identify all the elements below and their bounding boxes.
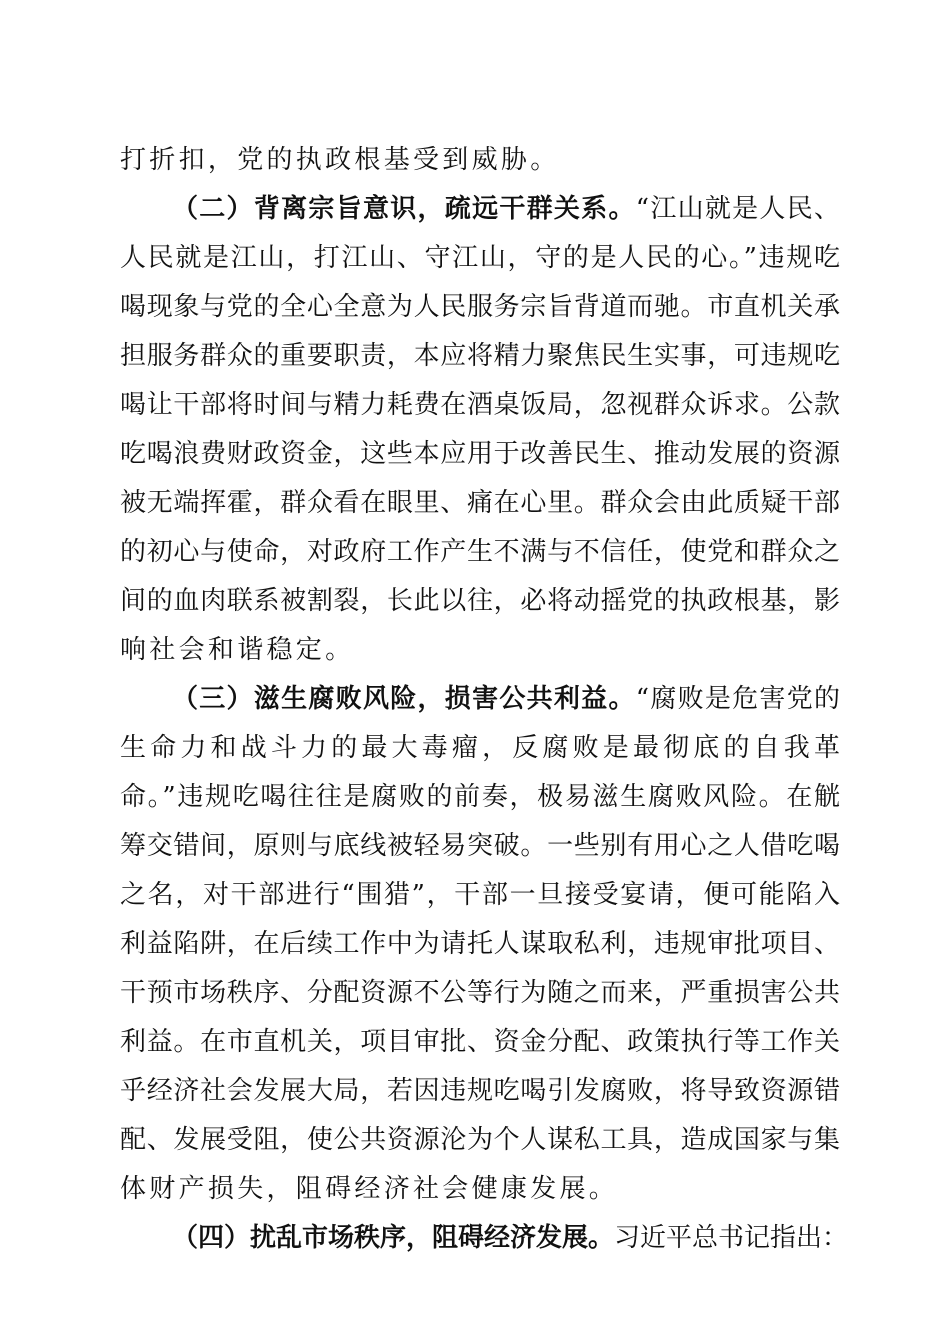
text-line: 担服务群众的重要职责，本应将精力聚焦民生实事，可违规吃 — [120, 341, 840, 371]
text-line: 人民就是江山，打江山、守江山，守的是人民的心。”违规吃 — [120, 243, 840, 273]
text-line: 之名，对干部进行“围猎”，干部一旦接受宴请，便可能陷入 — [120, 880, 840, 910]
text-line: 配、发展受阻，使公共资源沦为个人谋私工具，造成国家与集 — [120, 1125, 840, 1155]
text-line: 喝现象与党的全心全意为人民服务宗旨背道而驰。市直机关承 — [120, 292, 840, 322]
text-line: 命。”违规吃喝往往是腐败的前奏，极易滋生腐败风险。在觥 — [120, 782, 840, 812]
text-line: 间的血肉联系被割裂，长此以往，必将动摇党的执政根基，影 — [120, 586, 840, 616]
text-line: 吃喝浪费财政资金，这些本应用于改善民生、推动发展的资源 — [120, 439, 840, 469]
section-heading: （四）扰乱市场秩序，阻碍经济发展。 — [172, 1223, 615, 1253]
text-line: 喝让干部将时间与精力耗费在酒桌饭局，忽视群众诉求。公款 — [120, 390, 840, 420]
text-line: 生命力和战斗力的最大毒瘤，反腐败是最彻底的自我革 — [120, 733, 840, 763]
section-heading: （二）背离宗旨意识，疏远干群关系。 — [172, 194, 636, 224]
text-line: 的初心与使命，对政府工作产生不满与不信任，使党和群众之 — [120, 537, 840, 567]
section-heading: （三）滋生腐败风险，损害公共利益。 — [172, 684, 636, 714]
text-line: 响社会和谐稳定。 — [120, 635, 355, 665]
text-line: 被无端挥霍，群众看在眼里、痛在心里。群众会由此质疑干部 — [120, 488, 840, 518]
text-line: 利益。在市直机关，项目审批、资金分配、政策执行等工作关 — [120, 1027, 840, 1057]
quote-text: 习近平总书记指出： — [614, 1223, 849, 1253]
quote-text: “腐败是危害党的 — [635, 684, 840, 714]
text-line: 乎经济社会发展大局，若因违规吃喝引发腐败，将导致资源错 — [120, 1076, 840, 1106]
section-heading-line — [172, 675, 840, 723]
quote-text: “江山就是人民、 — [635, 194, 840, 224]
text-line: 筹交错间，原则与底线被轻易突破。一些别有用心之人借吃喝 — [120, 831, 840, 861]
section-heading-line — [172, 1214, 849, 1262]
text-line: 利益陷阱，在后续工作中为请托人谋取私利，违规审批项目、 — [120, 929, 840, 959]
text-line: 体财产损失，阻碍经济社会健康发展。 — [120, 1174, 619, 1204]
section-heading-line — [172, 185, 840, 233]
text-line: 干预市场秩序、分配资源不公等行为随之而来，严重损害公共 — [120, 978, 840, 1008]
text-line: 打折扣，党的执政根基受到威胁。 — [120, 145, 560, 175]
